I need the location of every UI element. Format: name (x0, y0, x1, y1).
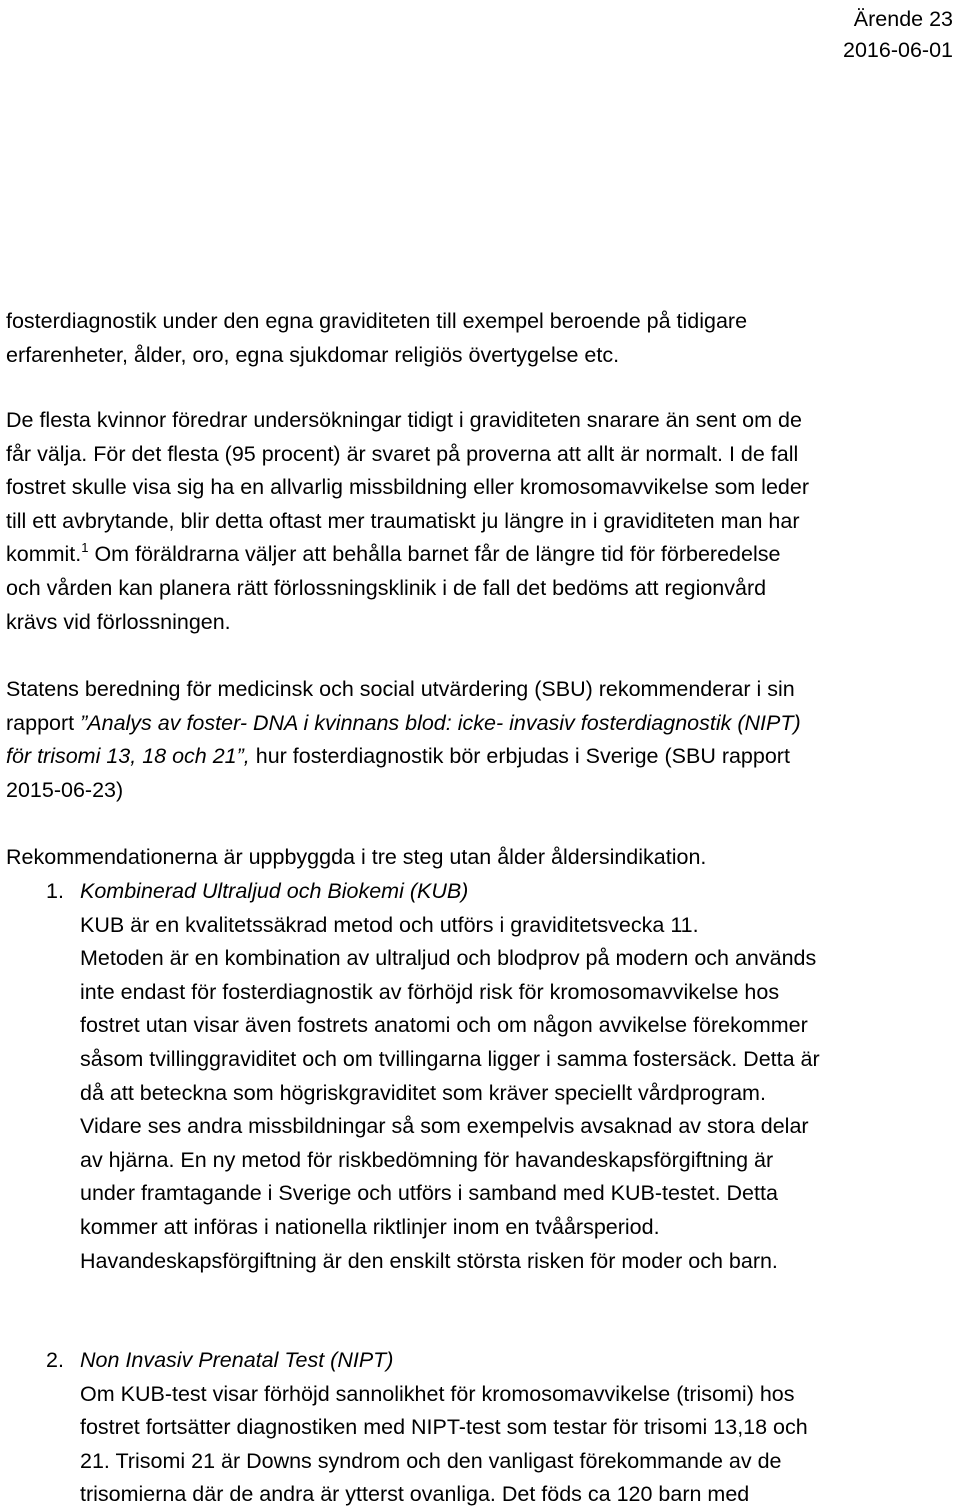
text-line: inte endast för fosterdiagnostik av förhöjd risk för kromosomavvikelse hos (80, 979, 780, 1004)
recommendations-intro: Rekommendationerna är uppbyggda i tre steg utan ålder åldersindikation. (6, 845, 707, 869)
document-date: 2016-06-01 (843, 38, 953, 62)
text-line: erfarenheter, ålder, oro, egna sjukdomar religiös övertygelse etc. (6, 342, 620, 367)
step1-section (80, 875, 956, 1278)
case-number: Ärende 23 (853, 7, 953, 31)
step1-title: Kombinerad Ultraljud och Biokemi (KUB) (80, 879, 469, 903)
sbu-paragraph (6, 673, 956, 807)
text-line: 2015-06-23) (6, 777, 124, 802)
report-title: ”Analys av foster- DNA i kvinnans blod: icke- invasiv fosterdiagnostik (NIPT) (80, 710, 801, 735)
text-line: fostret skulle visa sig ha en allvarlig missbildning eller kromosomavvikelse som leder (6, 475, 809, 500)
text-line: trisomierna där de andra är ytterst ovanliga. Det föds ca 120 barn med (80, 1482, 750, 1507)
list-number-2: 2. (46, 1348, 64, 1372)
text-line: fostret utan visar även fostrets anatomi och om någon avvikelse förekommer (80, 1013, 808, 1038)
text-line: får välja. För det flesta (95 procent) är svaret på proverna att allt är normalt. I de fall (6, 441, 799, 466)
text-line: fostret fortsätter diagnostiken med NIPT-test som testar för trisomi 13,18 och (80, 1415, 808, 1440)
text-line: Vidare ses andra missbildningar så som exempelvis avsaknad av stora delar (80, 1114, 809, 1139)
text-line: till ett avbrytande, blir detta oftast mer traumatiskt ju längre in i graviditeten man har (6, 508, 800, 533)
text-line: av hjärna. En ny metod för riskbedömning för havandeskapsförgiftning är (80, 1147, 774, 1172)
step2-section (80, 1344, 956, 1512)
text-line: Statens beredning för medicinsk och social utvärdering (SBU) rekommenderar i sin (6, 677, 795, 701)
text-line (6, 707, 956, 741)
page-header (843, 4, 953, 66)
report-title-cont: för trisomi 13, 18 och 21”, (6, 744, 250, 769)
text-line: krävs vid förlossningen. (6, 609, 231, 634)
text-line: Havandeskapsförgiftning är den enskilt största risken för moder och barn. (80, 1248, 778, 1273)
text-fragment: kommit. (6, 542, 82, 567)
text-line: såsom tvillinggraviditet och om tvillingarna ligger i samma fostersäck. Detta är (80, 1046, 820, 1071)
text-line: kommer att införas i nationella riktlinjer inom en tvåårsperiod. (80, 1214, 660, 1239)
list-number-1: 1. (46, 879, 64, 903)
text-line (6, 538, 956, 572)
preference-paragraph (6, 404, 956, 639)
text-line: och vården kan planera rätt förlossningsklinik i de fall det bedöms att regionvård (6, 575, 767, 600)
text-fragment: hur fosterdiagnostik bör erbjudas i Sverige (SBU rapport (249, 744, 790, 769)
text-line: Metoden är en kombination av ultraljud och blodprov på modern och används (80, 946, 817, 971)
text-fragment: rapport (6, 710, 81, 735)
text-line: De flesta kvinnor föredrar undersökningar tidigt i graviditeten snarare än sent om de (6, 408, 802, 432)
text-line (6, 740, 956, 774)
text-line: under framtagande i Sverige och utförs i samband med KUB-testet. Detta (80, 1181, 778, 1206)
text-line: KUB är en kvalitetssäkrad metod och utförs i graviditetsvecka 11. (80, 912, 699, 937)
text-line: Om KUB-test visar förhöjd sannolikhet för kromosomavvikelse (trisomi) hos (80, 1381, 795, 1406)
intro-paragraph (6, 305, 956, 372)
footnote-reference[interactable]: 1 (81, 540, 89, 556)
text-line: då att beteckna som högriskgraviditet som kräver speciellt vårdprogram. (80, 1080, 766, 1105)
text-line: 21. Trisomi 21 är Downs syndrom och den vanligast förekommande av de (80, 1448, 782, 1473)
step2-title: Non Invasiv Prenatal Test (NIPT) (80, 1348, 394, 1372)
text-fragment: Om föräldrarna väljer att behålla barnet får de längre tid för förberedelse (88, 542, 781, 567)
text-line: fosterdiagnostik under den egna graviditeten till exempel beroende på tidigare (6, 309, 748, 333)
